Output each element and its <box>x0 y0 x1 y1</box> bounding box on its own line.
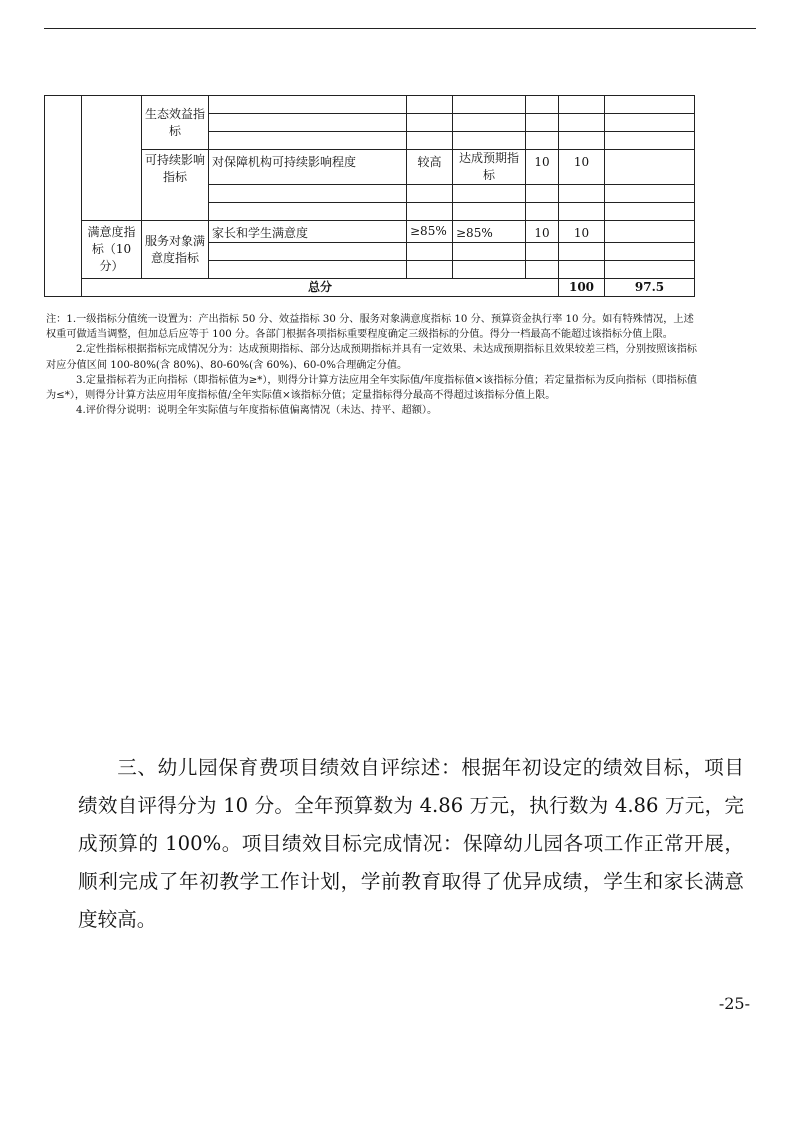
total-label: 总分 <box>82 279 559 297</box>
note-3: 3.定量指标若为正向指标（即指标值为≥*），则得分计算方法应用全年实际值/年度指标值×该指标分值；若定量指标为反向指标（即指标值为≤*），则得分计算方法应用年度指标值/全年实际值×该指标分值；定量指标得分最高不得超过该指标分值上限。 <box>46 374 698 402</box>
sustain-weight: 10 <box>526 150 559 185</box>
table-notes <box>46 312 698 418</box>
level2-cell <box>82 96 142 221</box>
satisfaction-actual: ≥85% <box>453 221 526 243</box>
satisfaction-weight: 10 <box>526 221 559 243</box>
summary-paragraph: 三、幼儿园保育费项目绩效自评综述：根据年初设定的绩效目标，项目绩效自评得分为 10 分。全年预算数为 4.86 万元，执行数为 4.86 万元，完成预算的 100%。项目绩效目标完成情况：保障幼儿园各项工作正常开展，顺利完成了年初教学工作计划，学前教育取得了优异成绩，学生和家长满意度较高。 <box>78 756 744 931</box>
table-row <box>45 279 695 297</box>
page-number: -25- <box>718 994 750 1013</box>
level1-cell <box>45 96 82 297</box>
eco-indicator-label: 生态效益指标 <box>142 96 209 150</box>
sustain-actual: 达成预期指标 <box>453 150 526 185</box>
satisfaction-indicator-text: 家长和学生满意度 <box>209 221 407 243</box>
satisfaction-level2-label: 满意度指标（10分） <box>82 221 142 279</box>
project-summary <box>78 749 744 939</box>
service-indicator-label: 服务对象满意度指标 <box>142 221 209 279</box>
note-2: 2.定性指标根据指标完成情况分为：达成预期指标、部分达成预期指标并具有一定效果、未达成预期指标且效果较差三档，分别按照该指标对应分值区间 100-80%(含 80%)、80-60%(含 60%)、60-0%合理确定分值。 <box>46 344 697 371</box>
sustain-indicator-text: 对保障机构可持续影响程度 <box>209 150 407 185</box>
table-row <box>45 96 695 114</box>
header-rule <box>44 28 756 29</box>
satisfaction-score: 10 <box>559 221 605 243</box>
note-1: 注：1.一级指标分值统一设置为：产出指标 50 分、效益指标 30 分、服务对象满意度指标 10 分、预算资金执行率 10 分。如有特殊情况，上述权重可做适当调整，但加总后应等于 100 分。各部门根据各项指标重要程度确定三级指标的分值。得分一档最高不能超过该指标分值上限。 <box>46 314 694 341</box>
total-weight: 100 <box>559 279 605 297</box>
note-4: 4.评价得分说明：说明全年实际值与年度指标值偏离情况（未达、持平、超额）。 <box>76 405 438 417</box>
sustain-target: 较高 <box>407 150 453 185</box>
total-score: 97.5 <box>605 279 695 297</box>
sustain-score: 10 <box>559 150 605 185</box>
performance-table <box>44 95 695 297</box>
sustain-indicator-label: 可持续影响指标 <box>142 150 209 221</box>
satisfaction-target: ≥85% <box>407 221 453 243</box>
